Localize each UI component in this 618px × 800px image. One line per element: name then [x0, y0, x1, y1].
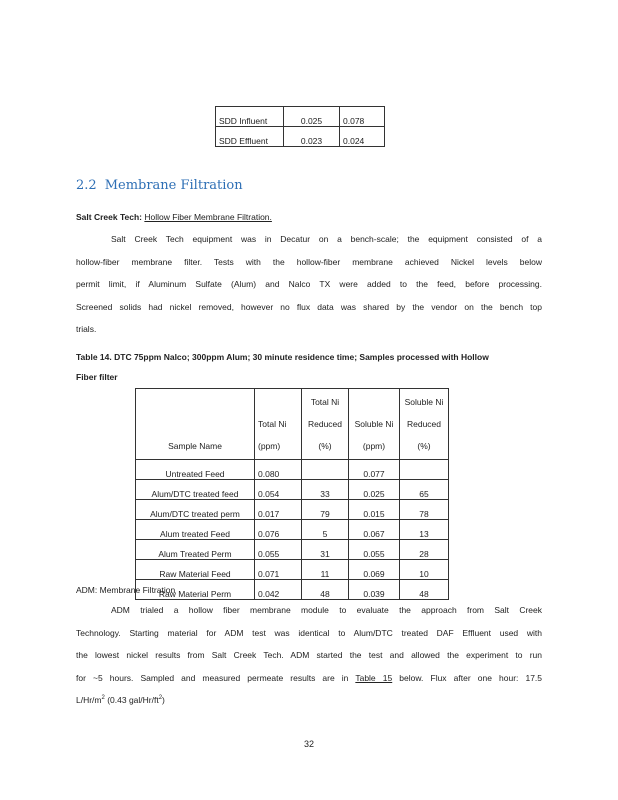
adm-paragraph — [76, 599, 542, 712]
header-soluble-ni-reduced: Soluble Ni Reduced (%) — [400, 389, 449, 460]
salt-creek-paragraph — [76, 228, 542, 341]
table-header-row — [136, 389, 449, 460]
table-row — [136, 560, 449, 580]
sample-name-cell: Raw Material Perm — [136, 580, 255, 600]
table-row — [216, 127, 385, 147]
paragraph-line: trials. — [76, 324, 97, 334]
sample-name-cell: Untreated Feed — [136, 460, 255, 480]
sample-name-cell: Raw Material Feed — [136, 560, 255, 580]
sample-name-cell: Alum/DTC treated perm — [136, 500, 255, 520]
section-number: 2.2 — [76, 178, 97, 193]
soluble-ni-cell: 0.077 — [349, 460, 400, 480]
soluble-ni-reduced-cell — [400, 460, 449, 480]
section-heading — [76, 178, 243, 193]
page-number: 32 — [303, 739, 314, 749]
vendor-label: Salt Creek Tech: — [76, 212, 142, 222]
vendor-method-title: Hollow Fiber Membrane Filtration. — [144, 212, 272, 222]
table-row — [136, 540, 449, 560]
soluble-ni-reduced-cell: 10 — [400, 560, 449, 580]
header-total-ni: Total Ni (ppm) — [255, 389, 302, 460]
caption-line: Fiber filter — [76, 372, 118, 382]
table-row — [136, 520, 449, 540]
total-ni-reduced-cell: 48 — [302, 580, 349, 600]
sample-name-cell: Alum treated Feed — [136, 520, 255, 540]
header-sample-name: Sample Name — [136, 389, 255, 460]
total-ni-reduced-cell: 31 — [302, 540, 349, 560]
paragraph-line: ADM trialed a hollow fiber membrane module to evaluate the approach from Salt Creek — [111, 605, 542, 615]
table-row — [216, 107, 385, 127]
table-row — [136, 500, 449, 520]
table-row — [136, 460, 449, 480]
paragraph-line: $L/Hr/m^2$ (0.43 gal/$Hr/ft^2$) — [76, 695, 165, 705]
soluble-ni-cell: 0.015 — [349, 500, 400, 520]
salt-creek-subheading — [76, 206, 542, 229]
paragraph-line: permit limit, if Aluminum Sulfate (Alum) and Nalco TX were added to the feed, before processing. — [76, 279, 542, 289]
header-soluble-ni: Soluble Ni (ppm) — [349, 389, 400, 460]
total-ni-cell: 0.055 — [255, 540, 302, 560]
caption-line: Table 14. DTC 75ppm Nalco; 300ppm Alum; 30 minute residence time; Samples processed with Hollow — [76, 352, 489, 362]
table-cell: 0.078 — [340, 107, 385, 127]
soluble-ni-cell: 0.039 — [349, 580, 400, 600]
soluble-ni-reduced-cell: 13 — [400, 520, 449, 540]
soluble-ni-reduced-cell: 28 — [400, 540, 449, 560]
soluble-ni-reduced-cell: 48 — [400, 580, 449, 600]
total-ni-cell: 0.080 — [255, 460, 302, 480]
table-cell: SDD Influent — [216, 107, 284, 127]
hollow-fiber-results-table — [135, 388, 449, 600]
total-ni-reduced-cell: 79 — [302, 500, 349, 520]
table-cell: 0.023 — [284, 127, 340, 147]
table-row — [136, 480, 449, 500]
soluble-ni-cell: 0.069 — [349, 560, 400, 580]
total-ni-cell: 0.054 — [255, 480, 302, 500]
table-15-reference: Table 15 — [355, 672, 393, 683]
paragraph-line: Technology. Starting material for ADM test was identical to Alum/DTC treated DAF Effluent used with — [76, 627, 542, 638]
total-ni-reduced-cell: 11 — [302, 560, 349, 580]
total-ni-reduced-cell: 33 — [302, 480, 349, 500]
soluble-ni-cell: 0.055 — [349, 540, 400, 560]
sdd-results-table — [215, 106, 385, 147]
total-ni-cell: 0.042 — [255, 580, 302, 600]
table-cell: 0.024 — [340, 127, 385, 147]
paragraph-line: hollow-fiber membrane filter. Tests with the hollow-fiber membrane achieved Nickel levels below — [76, 256, 542, 267]
paragraph-line: the lowest nickel results from Salt Creek Tech. ADM started the test and allowed the experiment to run — [76, 650, 542, 660]
adm-subheading: ADM: Membrane Filtration — [76, 585, 176, 595]
soluble-ni-reduced-cell: 78 — [400, 500, 449, 520]
table-cell: SDD Effluent — [216, 127, 284, 147]
table-cell: 0.025 — [284, 107, 340, 127]
total-ni-reduced-cell — [302, 460, 349, 480]
total-ni-cell: 0.071 — [255, 560, 302, 580]
total-ni-reduced-cell: 5 — [302, 520, 349, 540]
total-ni-cell: 0.017 — [255, 500, 302, 520]
soluble-ni-cell: 0.025 — [349, 480, 400, 500]
soluble-ni-reduced-cell: 65 — [400, 480, 449, 500]
table-caption — [76, 347, 542, 387]
paragraph-line: Salt Creek Tech equipment was in Decatur on a bench-scale; the equipment consisted of a — [111, 234, 542, 244]
section-title: Membrane Filtration — [104, 178, 243, 193]
sample-name-cell: Alum/DTC treated feed — [136, 480, 255, 500]
paragraph-line: for ~5 hours. Sampled and measured permeate results are in Table 15 below. Flux after one hour: 17.5 — [76, 672, 543, 683]
header-total-ni-reduced: Total Ni Reduced (%) — [302, 389, 349, 460]
total-ni-cell: 0.076 — [255, 520, 302, 540]
paragraph-line: Screened solids had nickel removed, however no flux data was shared by the vendor on the bench top — [76, 301, 542, 312]
sample-name-cell: Alum Treated Perm — [136, 540, 255, 560]
soluble-ni-cell: 0.067 — [349, 520, 400, 540]
